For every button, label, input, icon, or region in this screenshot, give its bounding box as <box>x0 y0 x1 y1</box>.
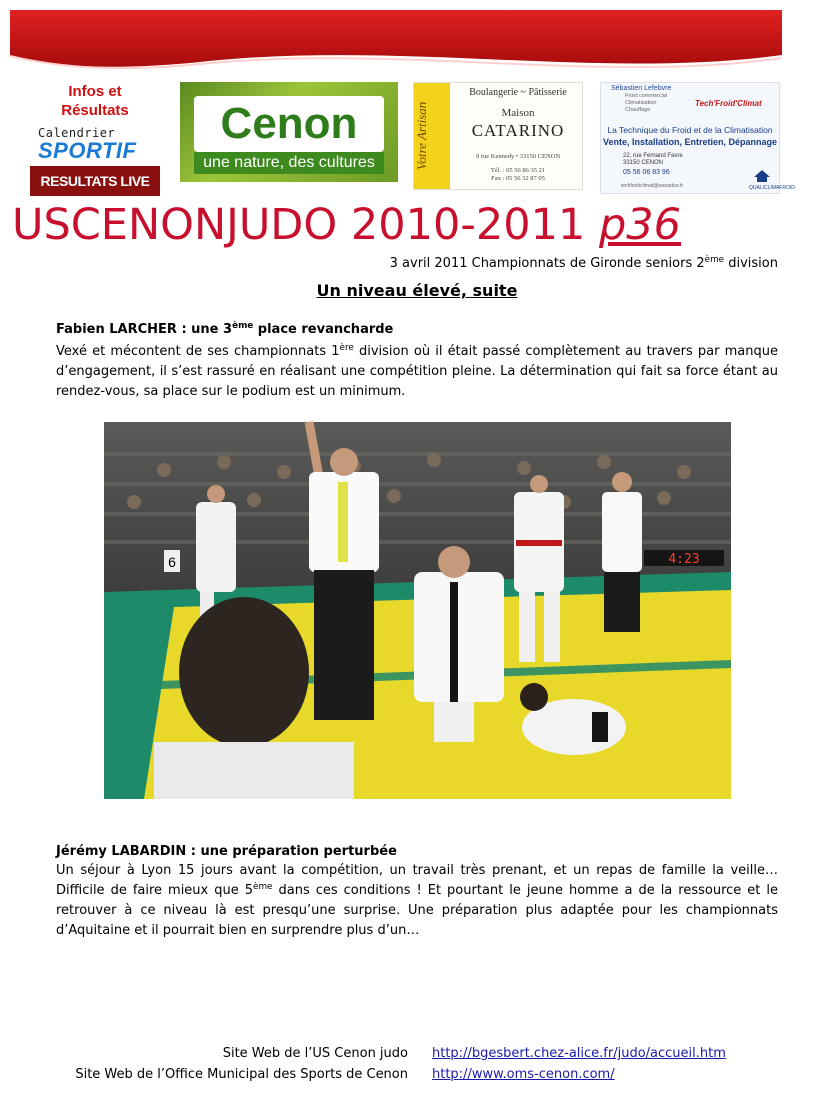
title-main: USCENONJUDO 2010-2011 <box>12 200 586 250</box>
cenon-name: Cenon <box>194 96 384 152</box>
froid-address <box>623 153 683 167</box>
bakery-maison: Maison <box>501 107 535 119</box>
footer-label-oms: Site Web de l’Office Municipal des Sports de Cenon <box>75 1067 408 1082</box>
photo-scoreboard: 4:23 <box>668 552 700 567</box>
froid-address-1: 22, rue Fernand Favre <box>623 153 683 159</box>
footer-label-club: Site Web de l’US Cenon judo <box>222 1046 408 1061</box>
section2-title: Jérémy LABARDIN : une préparation perturbée <box>56 844 397 859</box>
section2-text <box>56 861 778 941</box>
froid-quality-logo <box>749 169 795 191</box>
s1-title-after: place revancharde <box>253 322 394 337</box>
cenon-tagline: une nature, des cultures <box>194 152 384 174</box>
title-page-number: p36 <box>598 200 681 250</box>
s1-text-before: Vexé et mécontent de ses championnats 1 <box>56 344 340 359</box>
footer-link-oms[interactable]: http://www.oms-cenon.com/ <box>432 1067 615 1082</box>
froid-phone: 05 56 06 83 96 <box>623 169 670 176</box>
section1-title <box>56 322 393 337</box>
s2-text-before: Un séjour à Lyon 15 jours avant la compétition, un travail très prenant, et un repas de famille la veille… Difficile de faire mieux que 5 <box>56 863 778 898</box>
techfroid-sponsor-ad <box>600 82 795 194</box>
calendar-line1: Calendrier <box>38 126 116 140</box>
judo-match-photo <box>104 422 731 799</box>
froid-address-2: 33150 CENON <box>623 160 664 166</box>
bakery-address: 9 rue Kennedy • 33150 CENON <box>475 153 561 160</box>
infos-line1: Infos et <box>68 83 122 100</box>
bakery-kind: Boulangerie ~ Pâtisserie <box>469 87 567 98</box>
bakery-sponsor-ad <box>413 82 583 190</box>
s1-text-sup: ère <box>339 343 354 354</box>
froid-service-3: Chauffage <box>625 107 651 113</box>
infos-line2: Résultats <box>61 102 129 119</box>
froid-line1: La Technique du Froid et de la Climatisation <box>607 125 773 135</box>
headline: Un niveau élevé, suite <box>316 281 518 300</box>
froid-brand: Tech'Froid'Climat <box>695 99 762 108</box>
bakery-name: CATARINO <box>471 121 565 140</box>
froid-line2: Vente, Installation, Entretien, Dépannage <box>602 137 778 147</box>
infos-resultats[interactable] <box>34 82 156 120</box>
s1-title-sup: ème <box>232 321 254 332</box>
page-title <box>12 198 782 252</box>
s1-text-after: division où il était passé complètement au travers par manque d’engagement, il s’est rassuré en réalisant une compétition pleine. La détermination qui fait sa force étant au rendez-vous, sa place sur le podium est un minimum. <box>56 344 778 399</box>
calendrier-sportif-logo[interactable] <box>38 126 162 162</box>
resultats-live-banner[interactable]: RESULTATS LIVE <box>30 166 160 196</box>
s1-title-before: Fabien LARCHER : une 3 <box>56 322 233 337</box>
section1-text <box>56 342 778 402</box>
footer-link-club[interactable]: http://bgesbert.chez-alice.fr/judo/accueil.htm <box>432 1046 726 1061</box>
calendar-line2: SPORTIF <box>38 138 137 163</box>
s2-text-sup: ème <box>253 882 273 893</box>
froid-owner: Sébastien Lefebvre <box>611 85 672 92</box>
froid-service-1: Froid commercial <box>625 93 668 99</box>
bakery-side-label: Votre Artisan <box>414 83 450 189</box>
event-before: 3 avril 2011 Championnats de Gironde seniors 2 <box>389 256 705 271</box>
header-wave <box>0 0 788 90</box>
froid-label: QUALICLIMAFROID <box>749 185 795 191</box>
photo-board-number: 6 <box>168 554 176 570</box>
bakery-fax: Fax : 05 56 32 87 05 <box>491 175 545 182</box>
event-sup: ème <box>704 255 725 266</box>
bakery-phone: Tél. : 05 56 86 35 21 <box>490 167 546 174</box>
event-line <box>390 256 778 271</box>
froid-email: techfroidclimat@wanadoo.fr <box>621 183 684 189</box>
froid-services <box>625 93 667 114</box>
bakery-contacts <box>454 167 582 183</box>
house-icon <box>752 169 772 183</box>
cenon-sponsor-logo <box>180 82 398 182</box>
froid-service-2: Climatisation <box>625 100 657 106</box>
event-after: division <box>724 256 778 271</box>
s2-text-after: dans ces conditions ! Et pourtant le jeune homme a de la ressource et le retrouver à ce niveau là est presqu’une surprise. Une préparation plus adaptée pour les championnats d’Aquitaine et il pourrait bien en surprendre plus d’un… <box>56 883 778 938</box>
